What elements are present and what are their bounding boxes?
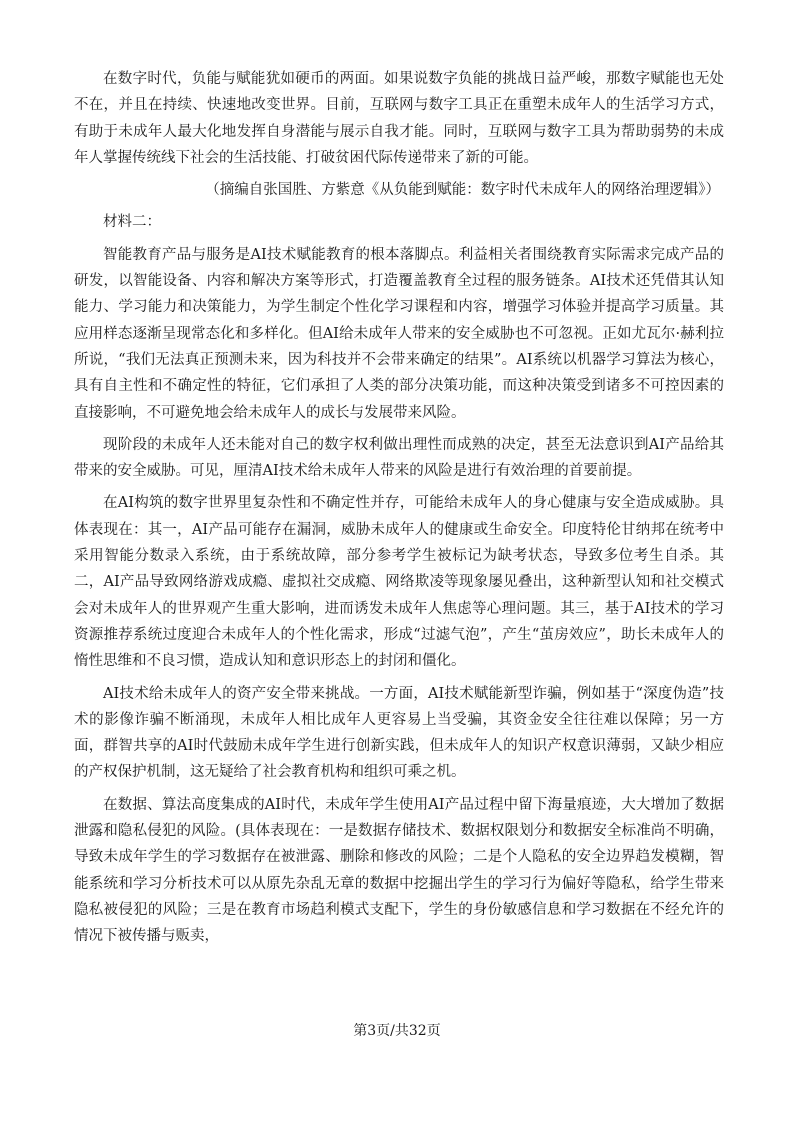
paragraph-4: 在AI构筑的数字世界里复杂性和不确定性并存，可能给未成年人的身心健康与安全造成威胁。具体表现在：其一，AI产品可能存在漏洞，威胁未成年人的健康或生命安全。印度特伦甘纳邦在统考中采用智能分数录入系统，由于系统故障，部分参考学生被标记为缺考状态，导致多位考生自杀。其二，AI产品导致网络游戏成瘾、虚拟社交成瘾、网络欺凌等现象屡见叠出，这种新型认知和社交模式会对未成年人的世界观产生重大影响，进而诱发未成年人焦虑等心理问题。其三，基于AI技术的学习资源推荐系统过度迎合未成年人的个性化需求，形成“过滤气泡”，产生“茧房效应”，助长未成年人的惰性思维和不良习惯，造成认知和意识形态上的封闭和僵化。 (74, 495, 724, 670)
paragraph-1: 在数字时代，负能与赋能犹如硬币的两面。如果说数字负能的挑战日益严峻，那数字赋能也无处不在，并且在持续、快速地改变世界。目前，互联网与数字工具正在重塑未成年人的生活学习方式，有助于未成年人最大化地发挥自身潜能与展示自我才能。同时，互联网与数字工具为帮助弱势的未成年人掌握传统线下社会的生活技能、打破贫困代际传递带来了新的可能。 (74, 71, 724, 166)
paragraph-2: 智能教育产品与服务是AI技术赋能教育的根本落脚点。利益相关者围绕教育实际需求完成产品的研发，以智能设备、内容和解决方案等形式，打造覆盖教育全过程的服务链条。AI技术还凭借其认知能力、学习能力和决策能力，为学生制定个性化学习课程和内容，增强学习体验并提高学习质量。其应用样态逐渐呈现常态化和多样化。但AI给未成年人带来的安全威胁也不可忽视。正如尤瓦尔·赫利拉所说，“我们无法真正预测未来，因为科技并不会带来确定的结果”。AI系统以机器学习算法为核心，具有自主性和不确定性的特征，它们承担了人类的部分决策功能，而这种决策受到诸多不可控因素的直接影响，不可避免地会给未成年人的成长与发展带来风险。 (74, 246, 724, 421)
document-body (74, 66, 724, 956)
section-heading-material-2: 材料二： (103, 214, 161, 231)
source-citation: （摘编自张国胜、方紫意《从负能到赋能：数字时代未成年人的网络治理逻辑》） (205, 182, 720, 199)
paragraph-6: 在数据、算法高度集成的AI时代，未成年学生使用AI产品过程中留下海量痕迹，大大增加了数据泄露和隐私侵犯的风险。(具体表现在：一是数据存储技术、数据权限划分和数据安全标准尚不明确，导致未成年学生的学习数据存在被泄露、删除和修改的风险；二是个人隐私的安全边界趋发模糊，智能系统和学习分析技术可以从原先杂乱无章的数据中挖掘出学生的学习行为偏好等隐私，给学生带来隐私被侵犯的风险；三是在教育市场趋利模式支配下，学生的身份敏感信息和学习数据在不经允许的情况下被传播与贩卖， (74, 796, 724, 945)
page-number-footer: 第3页/共32页 (353, 1023, 441, 1039)
paragraph-5: AI技术给未成年人的资产安全带来挑战。一方面，AI技术赋能新型诈骗，例如基于“深度伪造”技术的影像诈骗不断涌现，未成年人相比成年人更容易上当受骗，其资金安全往往难以保障；另一方面，群智共享的AI时代鼓励未成年学生进行创新实践，但未成年人的知识产权意识薄弱，又缺少相应的产权保护机制，这无疑给了社会教育机构和组织可乘之机。 (74, 685, 724, 781)
paragraph-3: 现阶段的未成年人还未能对自己的数字权利做出理性而成熟的决定，甚至无法意识到AI产品给其带来的安全威胁。可见，厘清AI技术给未成年人带来的风险是进行有效治理的首要前提。 (74, 436, 724, 480)
